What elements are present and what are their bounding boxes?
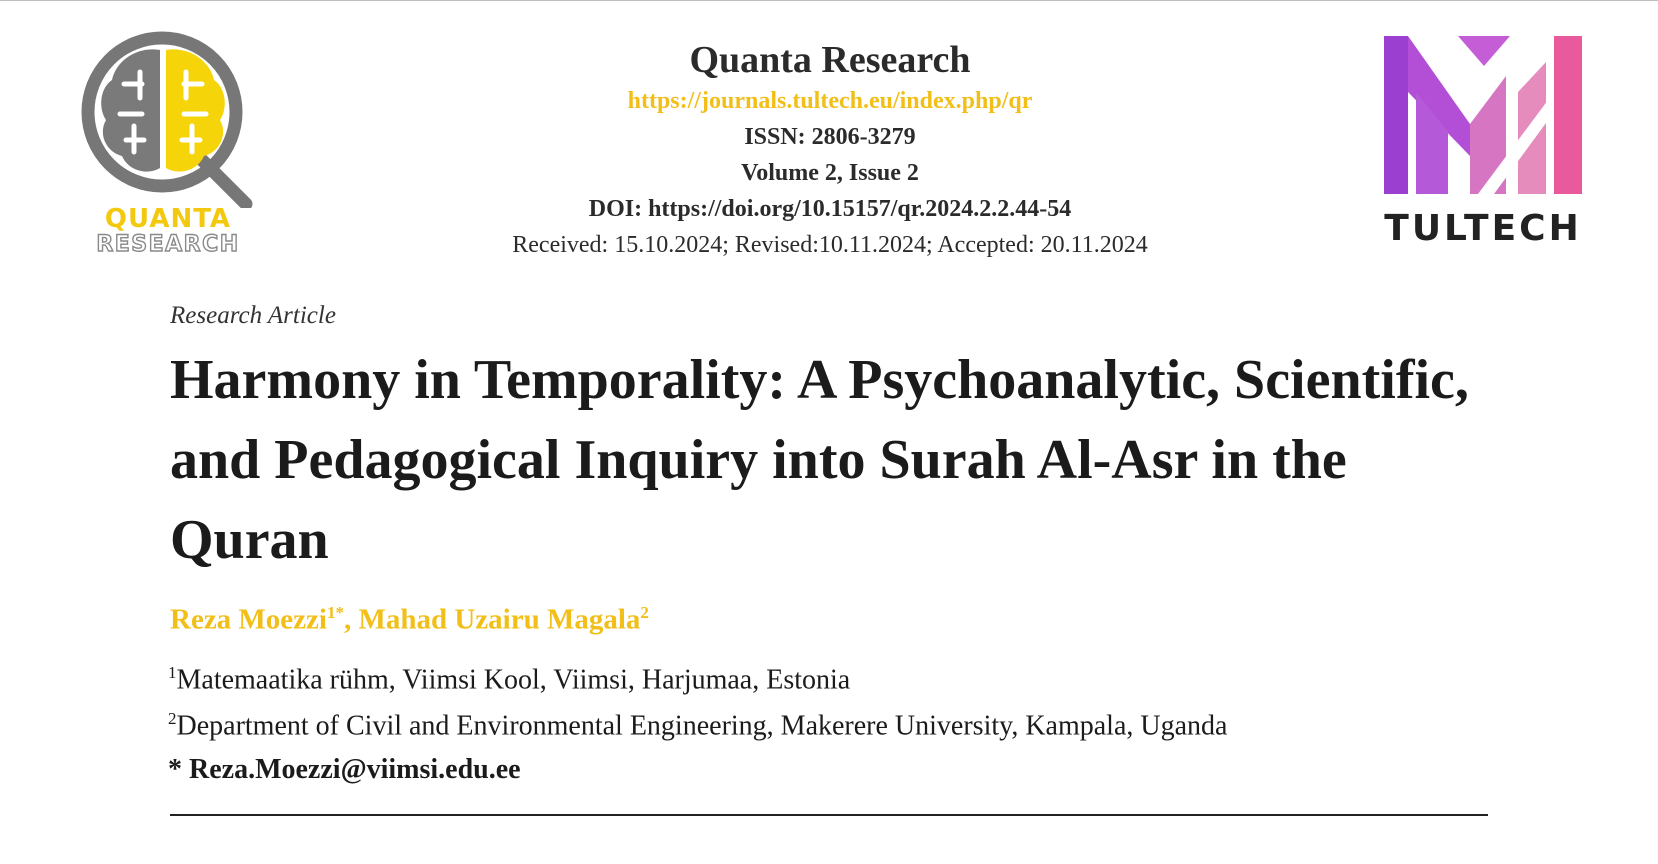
affiliation-text: Matemaatika rühm, Viimsi Kool, Viimsi, Harjumaa, Estonia	[176, 664, 851, 696]
article-type: Research Article	[170, 302, 336, 329]
journal-name: Quanta Research	[689, 39, 971, 81]
logo-quanta-word: QUANTA	[104, 204, 232, 234]
affiliation-text: Department of Civil and Environmental Engineering, Makerere University, Kampala, Uganda	[176, 710, 1228, 742]
author-affiliation-mark: 2	[640, 603, 649, 622]
author-separator: ,	[343, 603, 359, 636]
quanta-research-logo	[78, 28, 258, 256]
affiliation-mark: 1	[168, 663, 177, 682]
corresponding-email-link[interactable]: * Reza.Moezzi@viimsi.edu.ee	[168, 754, 521, 785]
author-name: Reza Moezzi	[170, 603, 327, 636]
tultech-logo	[1378, 32, 1588, 254]
article-dates: Received: 15.10.2024; Revised:10.11.2024; Accepted: 20.11.2024	[512, 232, 1148, 258]
affiliation-2	[168, 709, 1227, 742]
journal-issn: ISSN: 2806-3279	[744, 124, 916, 150]
journal-volume: Volume 2, Issue 2	[741, 160, 919, 186]
affiliation-1	[168, 663, 850, 696]
tultech-wordmark: TULTECH	[1384, 208, 1582, 249]
article-title: Harmony in Temporality: A Psychoanalytic, Scientific, and Pedagogical Inquiry into Surah Al-Asr in the Quran	[170, 349, 1469, 571]
affiliation-mark: 2	[168, 709, 177, 728]
doi-link[interactable]: DOI: https://doi.org/10.15157/qr.2024.2.2.44-54	[588, 196, 1072, 222]
top-border	[0, 0, 1658, 1]
author-name: Mahad Uzairu Magala	[358, 603, 641, 636]
section-divider	[170, 814, 1488, 816]
author-list	[170, 603, 649, 637]
author-affiliation-mark: 1*	[326, 603, 344, 622]
brain-q-icon	[78, 28, 258, 208]
journal-url-link[interactable]: https://journals.tultech.eu/index.php/qr	[627, 88, 1033, 114]
logo-research-word: RESEARCH	[96, 232, 240, 257]
tultech-m-icon	[1378, 32, 1588, 204]
